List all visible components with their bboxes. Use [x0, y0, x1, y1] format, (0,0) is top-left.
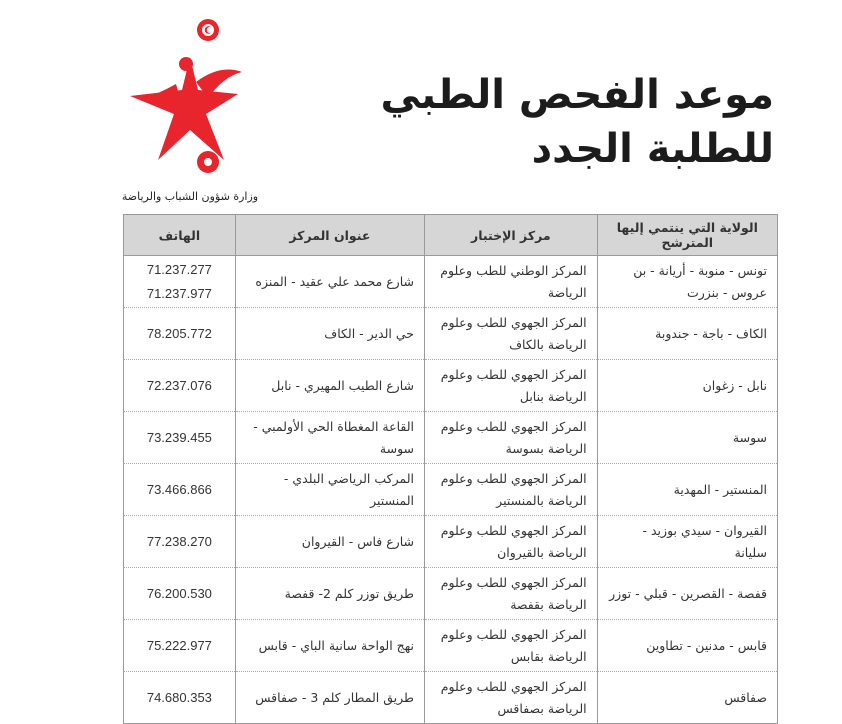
phone-cell — [124, 256, 236, 308]
region-cell: صفاقس — [597, 672, 777, 724]
phone-number: 72.237.076 — [146, 377, 212, 393]
address-cell: نهج الواحة سانية الباي - قابس — [235, 620, 424, 672]
address-cell: القاعة المغطاة الحي الأولمبي - سوسة — [235, 412, 424, 464]
phone-number: 75.222.977 — [146, 637, 212, 653]
center-cell: المركز الجهوي للطب وعلوم الرياضة بالمنستير — [425, 464, 598, 516]
phone-number: 73.466.866 — [146, 481, 212, 497]
phone-number: 77.238.270 — [146, 533, 212, 549]
region-cell: نابل - زغوان — [597, 360, 777, 412]
address-cell: طريق المطار كلم 3 - صفاقس — [235, 672, 424, 724]
phone-cell — [124, 464, 236, 516]
center-cell: المركز الجهوي للطب وعلوم الرياضة بالكاف — [425, 308, 598, 360]
phone-cell — [124, 308, 236, 360]
address-cell: حي الدير - الكاف — [235, 308, 424, 360]
phone-cell — [124, 360, 236, 412]
table-row — [124, 360, 778, 412]
region-cell: القيروان - سيدي بوزيد - سليانة — [597, 516, 777, 568]
title-line-2: للطلبة الجدد — [531, 126, 774, 172]
table-row — [124, 308, 778, 360]
phone-number: 73.239.455 — [146, 429, 212, 445]
page-title — [314, 68, 774, 176]
region-cell: تونس - منوبة - أريانة - بن عروس - بنزرت — [597, 256, 777, 308]
address-cell: شارع الطيب المهيري - نابل — [235, 360, 424, 412]
ministry-logo — [120, 12, 260, 212]
header-region: الولاية التي ينتمي إليها المترشح — [597, 215, 777, 256]
region-cell: قابس - مدنين - تطاوين — [597, 620, 777, 672]
region-cell: المنستير - المهدية — [597, 464, 777, 516]
center-cell: المركز الجهوي للطب وعلوم الرياضة بقابس — [425, 620, 598, 672]
table-row — [124, 412, 778, 464]
header-phone: الهاتف — [124, 215, 236, 256]
phone-cell — [124, 412, 236, 464]
table-row — [124, 620, 778, 672]
phone-number: 78.205.772 — [146, 325, 212, 341]
header-center: مركز الإختبار — [425, 215, 598, 256]
table-row — [124, 256, 778, 308]
center-cell: المركز الجهوي للطب وعلوم الرياضة بنابل — [425, 360, 598, 412]
table-row — [124, 568, 778, 620]
table-row — [124, 464, 778, 516]
address-cell: شارع فاس - القيروان — [235, 516, 424, 568]
center-cell: المركز الجهوي للطب وعلوم الرياضة بالقيروان — [425, 516, 598, 568]
schedule-table — [123, 214, 778, 724]
region-cell: سوسة — [597, 412, 777, 464]
center-cell: المركز الوطني للطب وعلوم الرياضة — [425, 256, 598, 308]
phone-cell — [124, 568, 236, 620]
address-cell: المركب الرياضي البلدي - المنستير — [235, 464, 424, 516]
phone-number: 76.200.530 — [146, 585, 212, 601]
phone-cell — [124, 620, 236, 672]
region-cell: قفصة - القصرين - قبلي - توزر — [597, 568, 777, 620]
logo-caption: وزارة شؤون الشباب والرياضة — [121, 190, 259, 203]
center-cell: المركز الجهوي للطب وعلوم الرياضة بصفاقس — [425, 672, 598, 724]
phone-number: 71.237.277 — [146, 261, 212, 277]
ministry-emblem-icon — [120, 12, 260, 190]
region-cell: الكاف - باجة - جندوبة — [597, 308, 777, 360]
phone-number: 74.680.353 — [146, 689, 212, 705]
phone-cell — [124, 516, 236, 568]
address-cell: طريق توزر كلم 2- قفصة — [235, 568, 424, 620]
phone-number: 71.237.977 — [146, 285, 212, 301]
table-row — [124, 516, 778, 568]
phone-cell — [124, 672, 236, 724]
center-cell: المركز الجهوي للطب وعلوم الرياضة بسوسة — [425, 412, 598, 464]
address-cell: شارع محمد علي عقيد - المنزه — [235, 256, 424, 308]
table-header-row — [124, 215, 778, 256]
header-address: عنوان المركز — [235, 215, 424, 256]
center-cell: المركز الجهوي للطب وعلوم الرياضة بقفصة — [425, 568, 598, 620]
title-line-1: موعد الفحص الطبي — [380, 72, 774, 118]
table-row — [124, 672, 778, 724]
